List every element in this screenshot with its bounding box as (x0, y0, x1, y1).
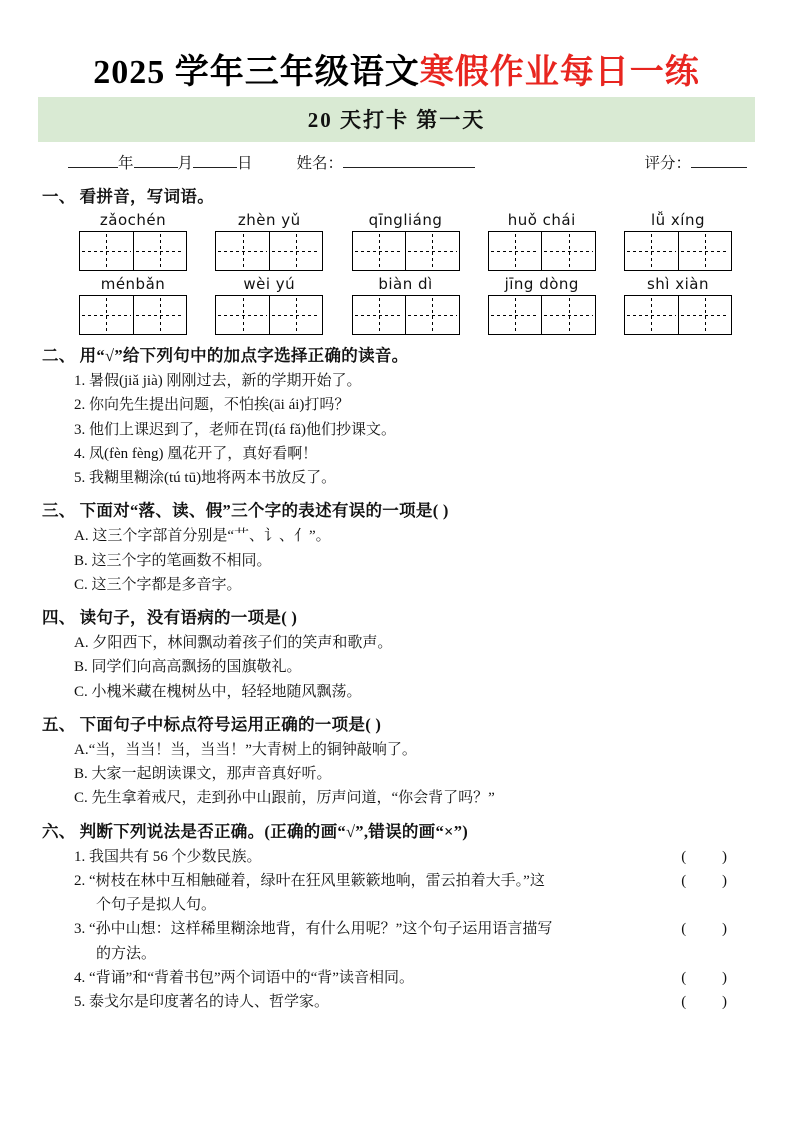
title-part-black: 2025 学年三年级语文 (93, 54, 420, 91)
pinyin-cell (619, 211, 737, 271)
option-item[interactable]: A. 这三个字部首分别是“艹、讠、亻”。 (74, 528, 331, 545)
question-item: 5. 我糊里糊涂(tú tū)地将两本书放反了。 (74, 470, 337, 486)
judge-row (38, 967, 755, 990)
judge-statement: “树枝在林中互相触碰着，绿叶在狂风里簌簌地响，雷云拍着大手。”这 (89, 872, 545, 889)
question-item: 1. 暑假(jiǎ jià) 刚刚过去，新的学期开始了。 (74, 373, 362, 389)
section-title-6: 判断下列说法是否正确。(正确的画“√”,错误的画“×”) (79, 821, 469, 841)
judge-text (74, 918, 669, 941)
option-item[interactable]: A.“当，当当！当，当当！”大青树上的铜钟敲响了。 (74, 741, 417, 758)
pinyin-cell (210, 211, 328, 271)
option-item[interactable]: B. 大家一起朗读课文，那声音真好听。 (74, 766, 332, 782)
tianzige-box[interactable] (79, 231, 187, 271)
pinyin-label: biàn dì (378, 275, 433, 293)
pinyin-row-1 (38, 211, 755, 271)
pinyin-cell (347, 271, 465, 335)
section-title-4: 读句子，没有语病的一项是( ) (79, 608, 298, 627)
judge-text (74, 870, 669, 893)
pinyin-cell (210, 271, 328, 335)
judge-row (38, 846, 755, 869)
question-item: 2. 你向先生提出问题，不怕挨(āi ái)打吗？ (74, 397, 350, 414)
pinyin-label: zhèn yǔ (237, 211, 301, 229)
judge-text (74, 991, 669, 1014)
section-title-3: 下面对“落、读、假”三个字的表述有误的一项是( ) (79, 501, 449, 521)
pinyin-label: qīngliáng (368, 211, 443, 229)
judge-text (74, 967, 669, 990)
section-index-2: 二、 (42, 346, 76, 365)
name-label: 姓名： (296, 155, 344, 172)
tianzige-box[interactable] (624, 295, 732, 335)
question-item: 4. 凤(fèn fèng) 凰花开了，真好看啊！ (74, 445, 318, 462)
judge-number: 5. (74, 994, 86, 1010)
judge-number: 1. (74, 848, 86, 865)
exercise-2-list (38, 370, 755, 490)
pinyin-label: wèi yú (243, 275, 296, 293)
section-index-5: 五、 (42, 714, 76, 734)
section-heading-3 (42, 497, 755, 521)
pinyin-label: ménbǎn (100, 275, 166, 293)
section-heading-1 (42, 183, 755, 207)
option-item[interactable]: B. 同学们向高高飘扬的国旗敬礼。 (74, 659, 302, 676)
tianzige-box[interactable] (215, 295, 323, 335)
pinyin-label: jīng dòng (504, 275, 579, 293)
pinyin-cell (347, 211, 465, 271)
pinyin-label: zǎochén (99, 211, 167, 229)
section-title-2: 用“√”给下列句中的加点字选择正确的读音。 (79, 346, 409, 365)
title-part-red: 寒假作业每日一练 (419, 54, 700, 91)
pinyin-cell (483, 211, 601, 271)
tianzige-box[interactable] (79, 295, 187, 335)
section-index-1: 一、 (42, 187, 76, 206)
section-title-1: 看拼音，写词语。 (79, 187, 215, 206)
judge-statement-cont: 个句子是拟人句。 (96, 897, 217, 913)
section-heading-5 (42, 711, 755, 735)
option-item[interactable]: C. 先生拿着戒尺，走到孙中山跟前，厉声问道，“你会背了吗？” (74, 790, 495, 807)
judge-answer-box[interactable]: ( ) (681, 921, 743, 938)
judge-statement: “孙中山想：这样稀里糊涂地背，有什么用呢？”这个句子运用语言描写 (89, 921, 553, 938)
section-index-6: 六、 (42, 821, 76, 841)
exercise-5-options (38, 739, 755, 811)
judge-answer-box[interactable]: ( ) (681, 848, 743, 865)
year-blank[interactable] (68, 153, 118, 168)
tianzige-box[interactable] (624, 231, 732, 271)
pinyin-label: huǒ chái (507, 211, 576, 229)
exercise-3-options (38, 525, 755, 597)
pinyin-cell (74, 271, 192, 335)
judge-number: 4. (74, 969, 86, 986)
pinyin-label: lǚ xíng (650, 211, 705, 229)
option-item[interactable]: A. 夕阳西下，林间飘动着孩子们的笑声和歌声。 (74, 635, 393, 651)
pinyin-row-2 (38, 271, 755, 335)
question-item: 3. 他们上课迟到了，老师在罚(fá fǎ)他们抄课文。 (74, 421, 397, 438)
pinyin-cell (74, 211, 192, 271)
pinyin-cell (483, 271, 601, 335)
tianzige-box[interactable] (352, 295, 460, 335)
name-blank[interactable] (343, 153, 475, 168)
pinyin-cell (619, 271, 737, 335)
year-label: 年 (118, 155, 134, 172)
judge-text (74, 846, 669, 869)
judge-statement-cont: 的方法。 (96, 945, 157, 962)
score-label: 评分： (644, 155, 691, 172)
tianzige-box[interactable] (215, 231, 323, 271)
section-index-4: 四、 (42, 608, 76, 627)
section-title-5: 下面句子中标点符号运用正确的一项是( ) (79, 714, 382, 734)
option-item[interactable]: C. 小槐米藏在槐树丛中，轻轻地随风飘荡。 (74, 683, 362, 700)
judge-number: 2. (74, 872, 86, 889)
tianzige-box[interactable] (488, 231, 596, 271)
exercise-4-options (38, 632, 755, 704)
judge-number: 3. (74, 921, 86, 938)
option-item[interactable]: C. 这三个字都是多音字。 (74, 576, 242, 593)
info-line (38, 151, 755, 173)
pinyin-grid (38, 211, 755, 335)
judge-statement: 我国共有 56 个少数民族。 (89, 848, 262, 865)
subtitle-band: 20 天打卡 第一天 (38, 97, 755, 142)
judge-row (38, 991, 755, 1014)
pinyin-label: shì xiàn (646, 275, 709, 293)
exercise-6-list (38, 846, 755, 1015)
section-heading-2 (42, 342, 755, 366)
month-label: 月 (177, 155, 194, 172)
tianzige-box[interactable] (352, 231, 460, 271)
day-blank[interactable] (193, 153, 237, 168)
score-blank[interactable] (691, 153, 747, 168)
judge-statement: “背诵”和“背着书包”两个词语中的“背”读音相同。 (89, 969, 414, 986)
judge-answer-box[interactable]: ( ) (681, 872, 743, 889)
section-index-3: 三、 (42, 501, 76, 521)
judge-row (38, 870, 755, 893)
judge-row (38, 918, 755, 941)
section-heading-4 (42, 604, 755, 628)
day-label: 日 (237, 155, 253, 172)
option-item[interactable]: B. 这三个字的笔画数不相同。 (74, 552, 272, 569)
month-blank[interactable] (134, 153, 178, 168)
page-title (38, 44, 755, 93)
judge-answer-box[interactable]: ( ) (681, 969, 743, 986)
section-heading-6 (42, 818, 755, 842)
judge-statement: 泰戈尔是印度著名的诗人、哲学家。 (89, 994, 330, 1010)
tianzige-box[interactable] (488, 295, 596, 335)
judge-answer-box[interactable]: ( ) (681, 994, 743, 1010)
